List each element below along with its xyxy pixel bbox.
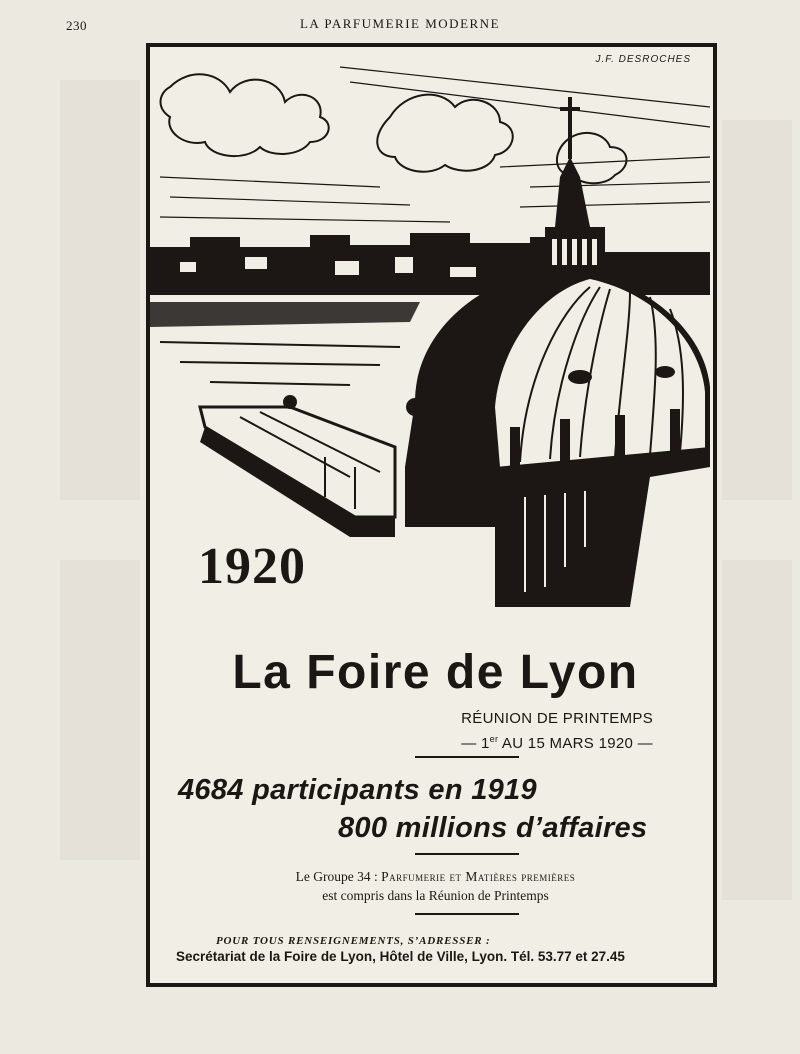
contact-address: Secrétariat de la Foire de Lyon, Hôtel de Ville, Lyon. Tél. 53.77 et 27.45 [176,949,625,964]
divider-rule [415,913,519,915]
subtitle-line2 [461,729,653,754]
group-note-line2: est compris dans la Réunion de Printemps [322,888,549,903]
group-note-line1 [150,867,721,886]
subtitle-line1: RÉUNION DE PRINTEMPS [461,710,653,727]
page-number: 230 [66,18,87,33]
business-stat: 800 millions d’affaires [338,812,648,844]
dates-subtitle [461,709,653,754]
divider-rule [415,853,519,855]
participants-stat: 4684 participants en 1919 [178,774,537,806]
group-prefix: Le Groupe 34 : [295,869,382,884]
advertisement-frame [146,43,717,987]
contact-intro: POUR TOUS RENSEIGNEMENTS, S’ADRESSER : [216,935,491,947]
ordinal-suffix: er [489,734,499,744]
dates-prefix: — 1 [461,735,490,752]
artist-signature: J.F. DESROCHES [595,54,691,65]
dome-illustration [150,47,713,607]
fair-title: La Foire de Lyon [232,646,639,699]
dates-suffix: AU 15 MARS 1920 — [498,735,653,752]
group-category: Parfumerie et Matières premières [381,869,576,884]
running-title: LA PARFUMERIE MODERNE [299,16,501,31]
group-note [150,867,721,905]
divider-rule [415,756,519,758]
year-heading: 1920 [198,538,306,595]
